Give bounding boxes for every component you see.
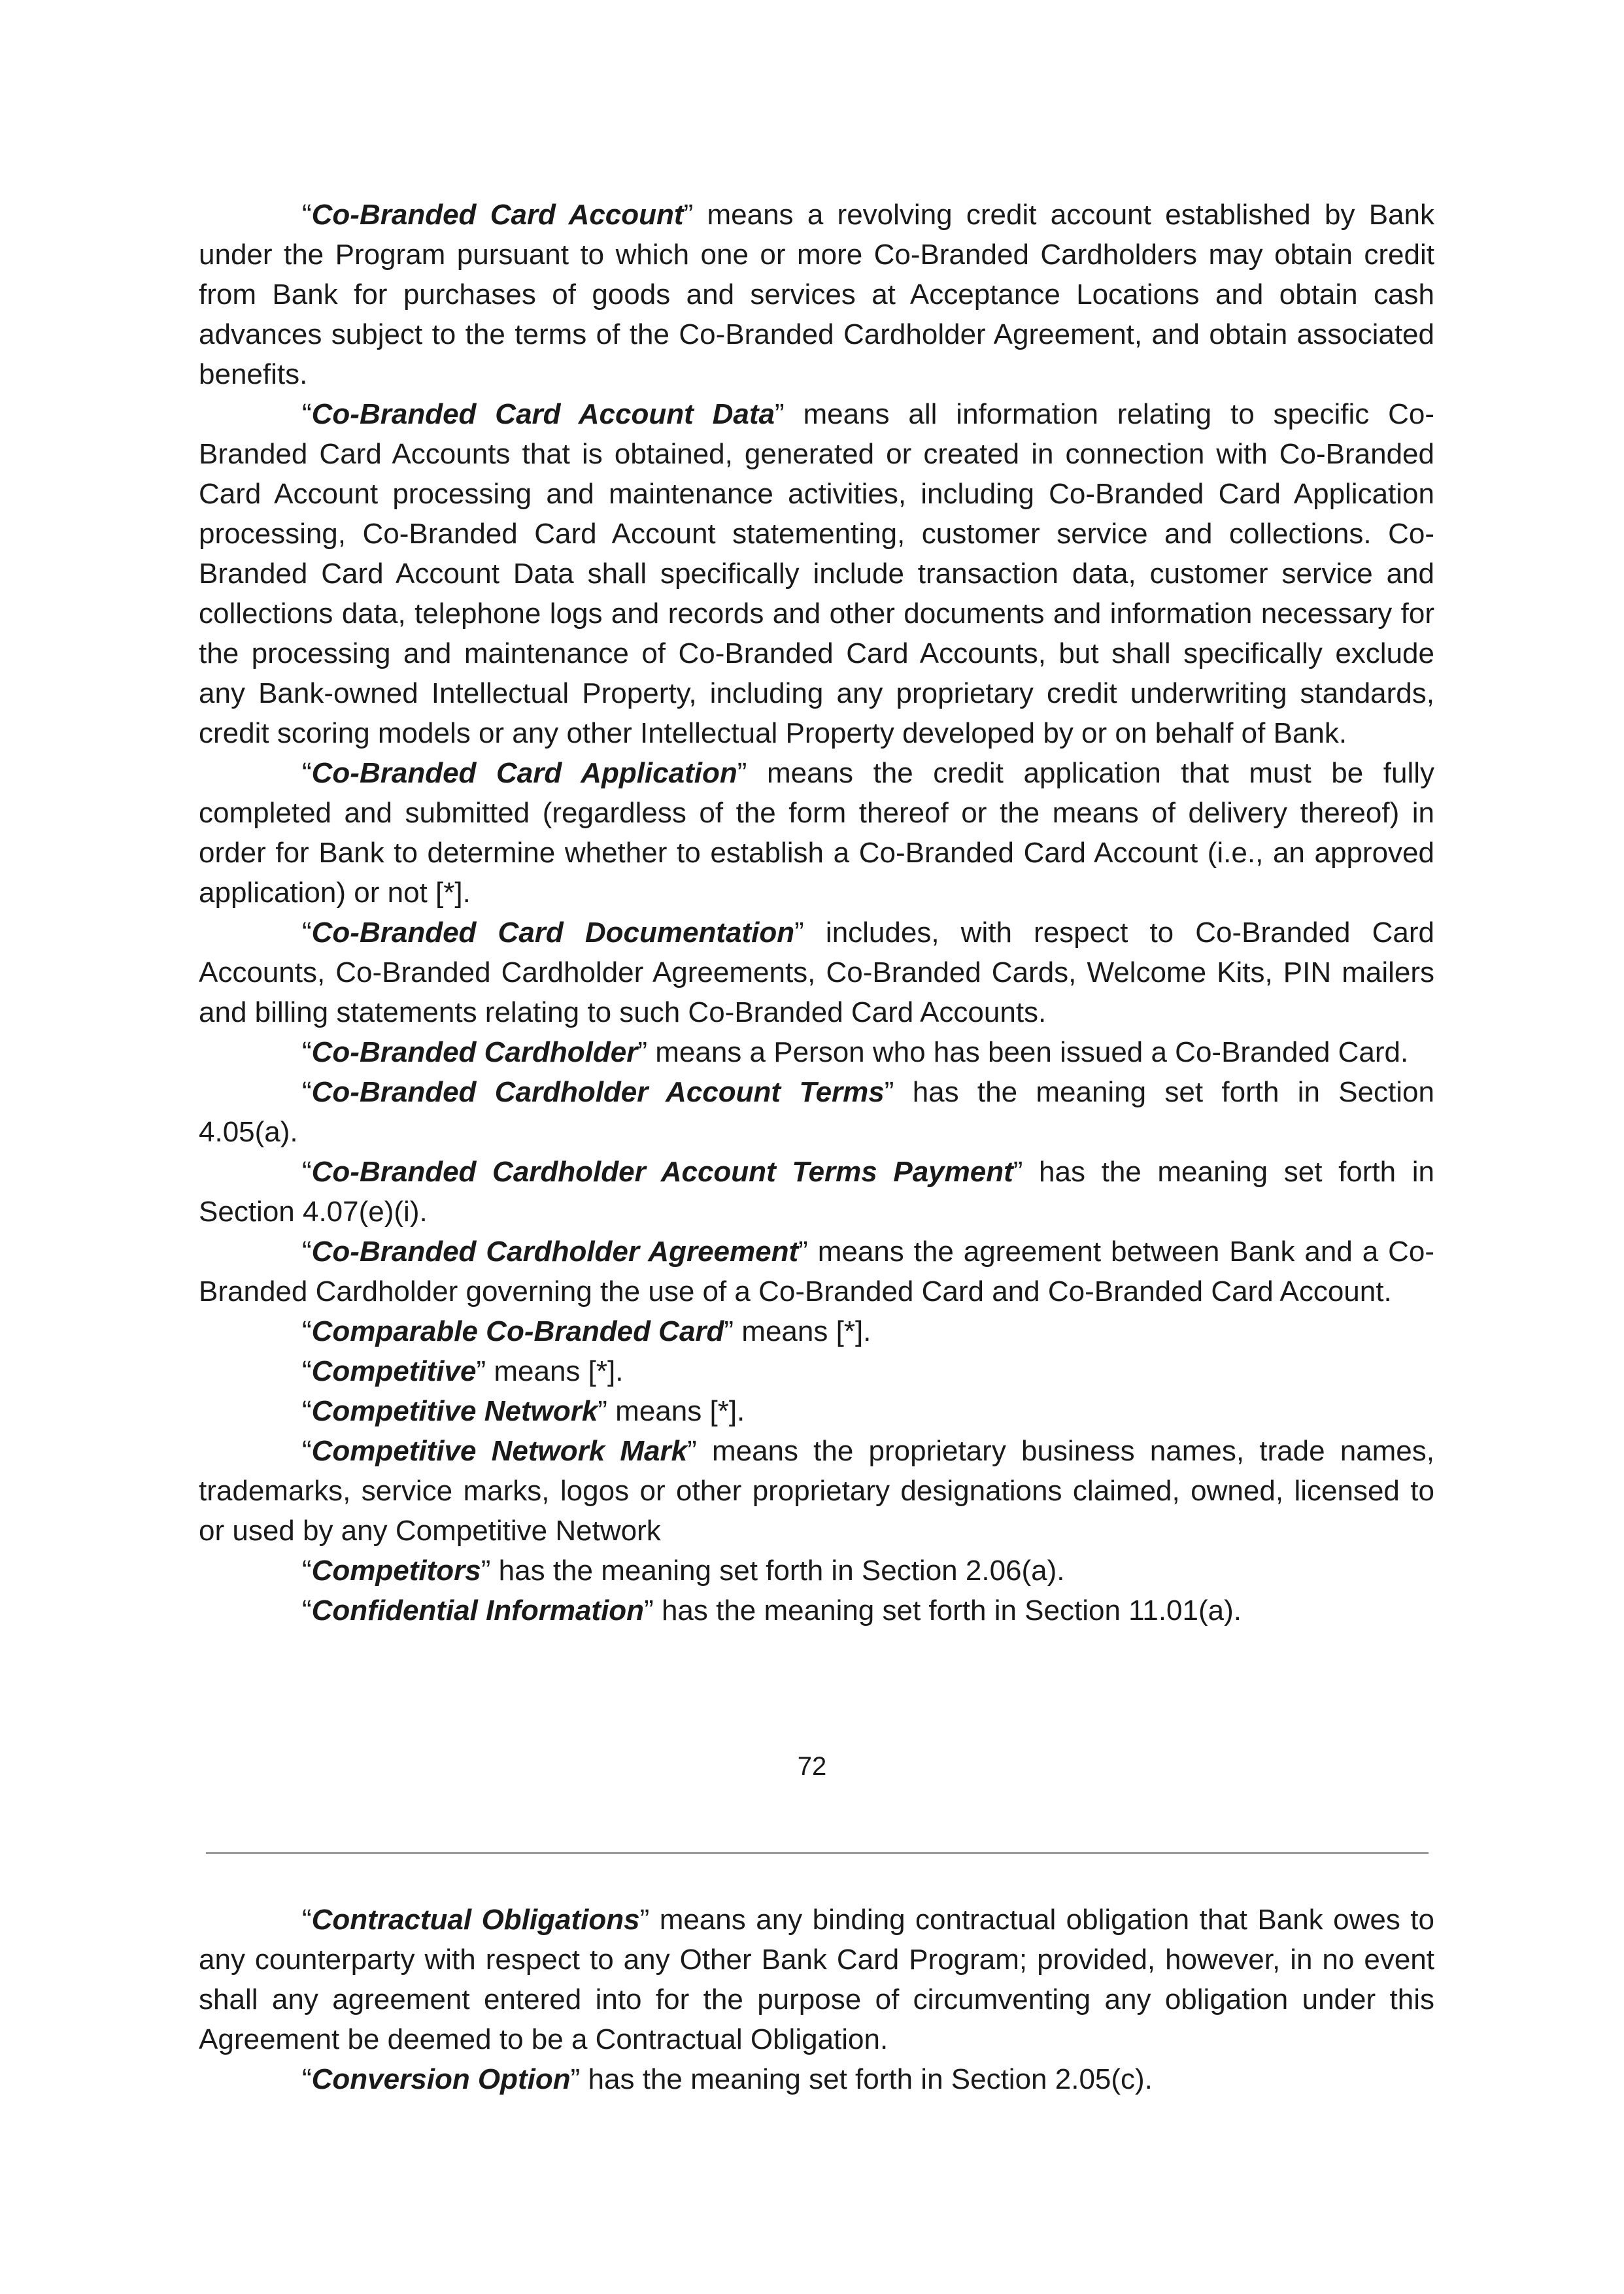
definition-co-branded-card-documentation: “Co-Branded Card Documentation” includes, with respect to Co-Branded Card Accounts, Co-Branded Cardholder Agreements, Co-Branded Cards, Welcome Kits, PIN mailers and billing statements relating to such Co-Branded Card Accounts. [199,917,1434,1028]
definitions-bottom-section [199,1900,1434,2099]
page-number: 72 [797,1752,827,1781]
definition-contractual-obligations: “Contractual Obligations” means any binding contractual obligation that Bank owes to any counterparty with respect to any Other Bank Card Program; provided, however, in no event shall any agreement entered into for the purpose of circumventing any obligation under this Agreement be deemed to be a Contractual Obligation. [199,1904,1434,2055]
definition-text: means the agreement between Bank and a Co-Branded Cardholder governing the use of a Co-Branded Card and Co-Branded Card Account. [199,1236,1434,1307]
defined-term: Co-Branded Cardholder Account Terms Payment [311,1156,1013,1188]
defined-term: Competitive [311,1355,477,1387]
definition-competitors: “Competitors” has the meaning set forth in Section 2.06(a). [302,1555,1065,1587]
definition-text: means a revolving credit account established by Bank under the Program pursuant to which one or more Co-Branded Cardholders may obtain credit from Bank for purchases of goods and services at Acceptance Locations and obtain cash advances subject to the terms of the Co-Branded Cardholder Agreement, and obtain associated benefits. [199,199,1435,390]
definition-text: has the meaning set forth in Section 4.05(a). [199,1076,1434,1148]
definitions-top-section [199,195,1434,1630]
definition-comparable-co-branded-card: “Comparable Co-Branded Card” means [*]. [302,1315,871,1347]
defined-term: Contractual Obligations [311,1904,640,1936]
definition-co-branded-cardholder-account-terms: “Co-Branded Cardholder Account Terms” has the meaning set forth in Section 4.05(a). [199,1076,1434,1148]
defined-term: Competitors [311,1555,481,1587]
definition-text: means the credit application that must be fully completed and submitted (regardless of the form thereof or the means of delivery thereof) in order for Bank to determine whether to establish a Co-Branded Card Account (i.e., an approved application) or not [*]. [199,757,1435,909]
definition-competitive: “Competitive” means [*]. [302,1355,624,1387]
definition-competitive-network-mark: “Competitive Network Mark” means the proprietary business names, trade names, trademarks, service marks, logos or other proprietary designations claimed, owned, licensed to or used by any Competitive Network [199,1435,1435,1547]
definition-conversion-option: “Conversion Option” has the meaning set forth in Section 2.05(c). [302,2063,1153,2095]
defined-term: Co-Branded Cardholder [311,1036,638,1068]
definition-text: has the meaning set forth in Section 2.05(c). [580,2063,1153,2095]
defined-term: Co-Branded Cardholder Account Terms [311,1076,885,1108]
definition-text: has the meaning set forth in Section 11.01(a). [653,1594,1242,1627]
definition-text: includes, with respect to Co-Branded Card Accounts, Co-Branded Cardholder Agreements, Co-Branded Cards, Welcome Kits, PIN mailers and billing statements relating to such Co-Branded Card Accounts. [199,917,1434,1028]
definition-co-branded-cardholder: “Co-Branded Cardholder” means a Person who has been issued a Co-Branded Card. [302,1036,1409,1068]
defined-term: Confidential Information [311,1594,645,1627]
definition-text: has the meaning set forth in Section 4.07(e)(i). [199,1156,1434,1228]
defined-term: Competitive Network Mark [311,1435,688,1467]
definition-text: means all information relating to specific Co-Branded Card Accounts that is obtained, generated or created in connection with Co-Branded Card Account processing and maintenance activities, including Co-Branded Card Application processing, Co-Branded Card Account statementing, customer service and collections. Co-Branded Card Account Data shall specifically include transaction data, customer service and collections data, telephone logs and records and other documents and information necessary for the processing and maintenance of Co-Branded Card Accounts, but shall specifically exclude any Bank-owned Intellectual Property, including any proprietary credit underwriting standards, credit scoring models or any other Intellectual Property developed by or on behalf of Bank. [199,398,1434,749]
page-break-divider [206,1852,1429,1854]
definition-confidential-information: “Confidential Information” has the meaning set forth in Section 11.01(a). [302,1594,1242,1627]
definition-co-branded-card-application: “Co-Branded Card Application” means the credit application that must be fully completed and submitted (regardless of the form thereof or the means of delivery thereof) in order for Bank to determine whether to establish a Co-Branded Card Account (i.e., an approved application) or not [*]. [199,757,1435,909]
definition-text: means [*]. [486,1355,624,1387]
definition-text: means [*]. [734,1315,871,1347]
definition-co-branded-card-account: “Co-Branded Card Account” means a revolving credit account established by Bank under the Program pursuant to which one or more Co-Branded Cardholders may obtain credit from Bank for purchases of goods and services at Acceptance Locations and obtain cash advances subject to the terms of the Co-Branded Cardholder Agreement, and obtain associated benefits. [199,199,1435,390]
definition-co-branded-cardholder-agreement: “Co-Branded Cardholder Agreement” means the agreement between Bank and a Co-Branded Cardholder governing the use of a Co-Branded Card and Co-Branded Card Account. [199,1236,1434,1307]
defined-term: Comparable Co-Branded Card [311,1315,724,1347]
definition-text: has the meaning set forth in Section 2.06(a). [490,1555,1065,1587]
defined-term: Co-Branded Card Account Data [311,398,775,430]
definition-competitive-network: “Competitive Network” means [*]. [302,1395,745,1427]
definition-co-branded-card-account-data: “Co-Branded Card Account Data” means all information relating to specific Co-Branded Card Accounts that is obtained, generated or created in connection with Co-Branded Card Account processing and maintenance activities, including Co-Branded Card Application processing, Co-Branded Card Account statementing, customer service and collections. Co-Branded Card Account Data shall specifically include transaction data, customer service and collections data, telephone logs and records and other documents and information necessary for the processing and maintenance of Co-Branded Card Accounts, but shall specifically exclude any Bank-owned Intellectual Property, including any proprietary credit underwriting standards, credit scoring models or any other Intellectual Property developed by or on behalf of Bank. [199,398,1434,749]
defined-term: Co-Branded Card Account [311,199,684,231]
definition-text: means the proprietary business names, trade names, trademarks, service marks, logos or other proprietary designations claimed, owned, licensed to or used by any Competitive Network [199,1435,1435,1547]
defined-term: Co-Branded Cardholder Agreement [311,1236,799,1268]
definition-text: means a Person who has been issued a Co-Branded Card. [647,1036,1409,1068]
defined-term: Competitive Network [311,1395,598,1427]
definition-text: means any binding contractual obligation that Bank owes to any counterparty with respect to any Other Bank Card Program; provided, however, in no event shall any agreement entered into for the purpose of circumventing any obligation under this Agreement be deemed to be a Contractual Obligation. [199,1904,1434,2055]
defined-term: Co-Branded Card Application [311,757,737,789]
definition-co-branded-cardholder-account-terms-payment: “Co-Branded Cardholder Account Terms Payment” has the meaning set forth in Section 4.07(e)(i). [199,1156,1434,1228]
defined-term: Conversion Option [311,2063,571,2095]
definition-text: means [*]. [607,1395,745,1427]
defined-term: Co-Branded Card Documentation [311,917,795,949]
